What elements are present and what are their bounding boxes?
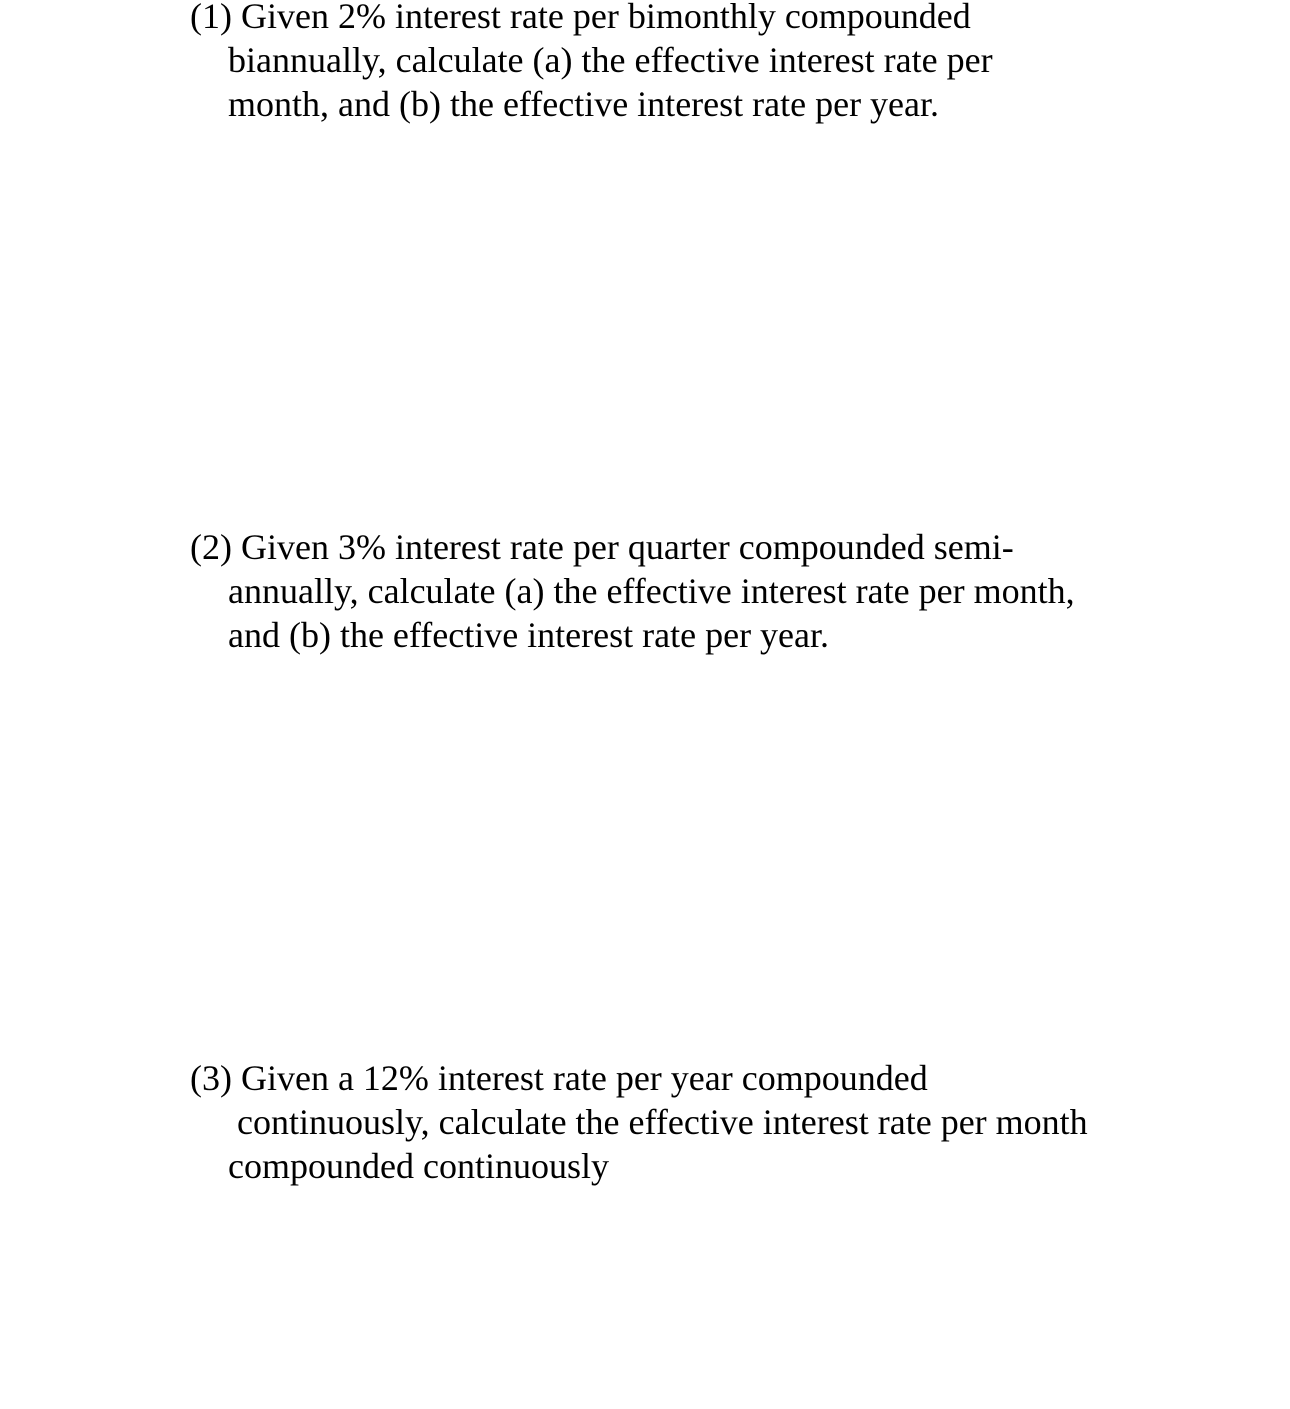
problem-3-line-2: continuously, calculate the effective interest rate per month [237,1102,1088,1142]
problem-1-line-1: (1) Given 2% interest rate per bimonthly compounded [190,0,971,36]
problem-1-line-3: month, and (b) the effective interest rate per year. [228,84,940,124]
problem-1-line-2: biannually, calculate (a) the effective interest rate per [228,40,993,80]
problem-2 [190,525,1190,657]
problem-3 [190,1056,1190,1188]
problem-2-line-1: (2) Given 3% interest rate per quarter compounded semi- [190,527,1014,567]
problem-2-line-2: annually, calculate (a) the effective interest rate per month, [228,571,1075,611]
problem-3-line-1: (3) Given a 12% interest rate per year compounded [190,1058,928,1098]
problem-2-line-3: and (b) the effective interest rate per year. [228,615,830,655]
problem-1 [190,0,1190,126]
problem-3-line-3: compounded continuously [228,1146,609,1186]
